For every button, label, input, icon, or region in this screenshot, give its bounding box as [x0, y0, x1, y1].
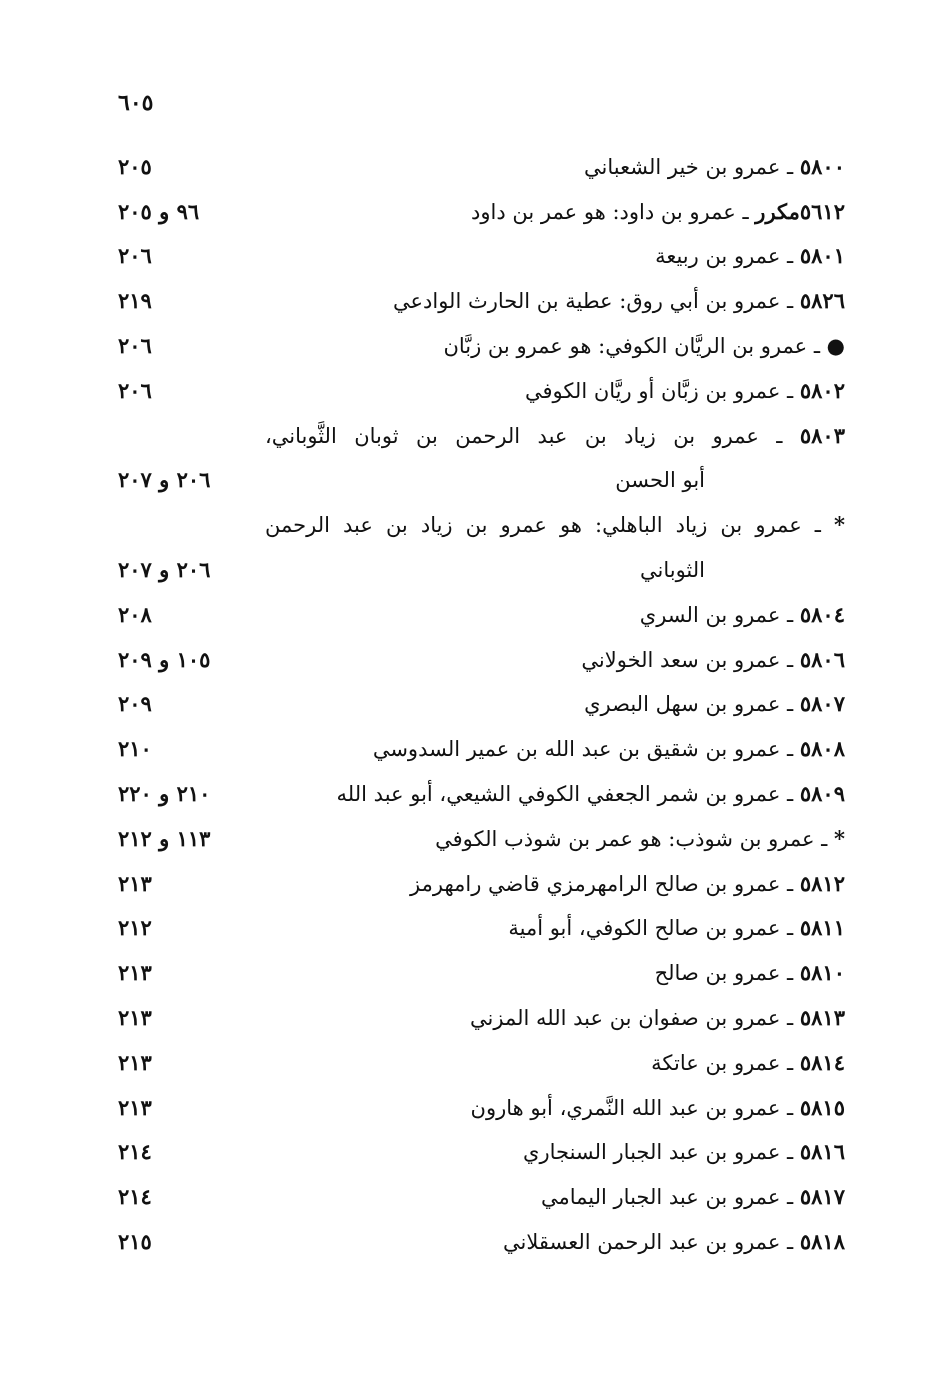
- index-entry: [0, 640, 933, 680]
- index-entry: [0, 1222, 933, 1262]
- entry-marker: *: [834, 826, 845, 851]
- entry-text: [471, 192, 845, 232]
- entry-marker: ٥٨١٥: [799, 1095, 845, 1120]
- entry-name: ـ عمرو بن شمر الجعفي الكوفي الشيعي، أبو عبد الله: [336, 782, 794, 806]
- entry-marker: ٥٨٢٦: [799, 288, 845, 313]
- index-entry: [0, 236, 933, 276]
- entry-text: [508, 908, 845, 948]
- entry-text: [470, 998, 845, 1038]
- entry-name: ـ عمرو بن شقيق بن عبد الله بن عمير السدوسي: [372, 737, 794, 761]
- entry-name: أبو الحسن: [615, 468, 705, 492]
- entry-pages: ٢١٤: [118, 1184, 152, 1209]
- index-entry: [0, 192, 933, 232]
- index-entry: [0, 371, 933, 411]
- index-entry: [0, 819, 933, 859]
- entry-pages: ٢٠٦: [118, 243, 152, 268]
- entry-text: [640, 595, 845, 635]
- entry-text: [640, 550, 705, 590]
- index-entry: [0, 953, 933, 993]
- entry-pages: ٢٠٨: [118, 602, 152, 627]
- entry-pages: ٩٦ و ٢٠٥: [118, 199, 200, 224]
- entry-marker: ٥٨٠٨: [799, 736, 845, 761]
- entry-text: [615, 460, 705, 500]
- index-entry: [0, 774, 933, 814]
- index-entry-continuation: [0, 550, 933, 590]
- index-entry: [0, 1132, 933, 1172]
- index-entry: [0, 147, 933, 187]
- entry-name: ـ عمرو بن عبد الرحمن العسقلاني: [503, 1230, 794, 1254]
- index-entry: [0, 908, 933, 948]
- entry-name: ـ عمرو بن شوذب: هو عمر بن شوذب الكوفي: [435, 827, 828, 851]
- entry-pages: ٢٠٩: [118, 691, 152, 716]
- entry-text: [584, 147, 845, 187]
- entry-pages: ١٠٥ و ٢٠٩: [118, 647, 211, 672]
- entry-pages: ٢٠٦ و ٢٠٧: [118, 467, 211, 492]
- entry-pages: ٢١٠: [118, 736, 152, 761]
- entry-name: ـ عمرو بن صالح الكوفي، أبو أمية: [508, 916, 794, 940]
- entry-pages: ٢٠٥: [118, 154, 152, 179]
- entry-pages: ١١٣ و ٢١٢: [118, 826, 211, 851]
- entry-marker: ٥٨٠٦: [799, 647, 845, 672]
- entry-name: ـ عمرو بن صالح الرامهرمزي قاضي رامهرمز: [410, 872, 794, 896]
- entry-name: ـ عمرو بن صالح: [654, 961, 794, 985]
- entry-pages: ٢١٣: [118, 1095, 152, 1120]
- entry-text: [337, 774, 845, 814]
- entry-name: ـ عمرو بن عبد الجبار السنجاري: [523, 1140, 794, 1164]
- entry-name: ـ عمرو بن داود: هو عمر بن داود: [471, 200, 749, 224]
- entry-marker: ٥٨١١: [799, 915, 845, 940]
- entry-marker: ٥٨٠٢: [799, 378, 845, 403]
- index-entry: [0, 684, 933, 724]
- entry-text: [393, 281, 845, 321]
- entry-marker: ٥٨١٨: [799, 1229, 845, 1254]
- entry-name: ـ عمرو بن سعد الخولاني: [581, 648, 794, 672]
- index-entry: [0, 729, 933, 769]
- entry-marker: ٥٨٠١: [799, 243, 845, 268]
- entry-text: [435, 819, 845, 859]
- entry-marker: *: [834, 512, 845, 537]
- entry-marker: ٥٨١٢: [799, 871, 845, 896]
- entry-marker: ٥٦١٢مكرر: [755, 199, 845, 224]
- entry-text: [581, 640, 845, 680]
- index-entry: [0, 505, 933, 545]
- entry-text: [523, 1132, 845, 1172]
- entry-text: [471, 1088, 845, 1128]
- entry-name: ـ عمرو بن ربيعة: [655, 244, 794, 268]
- entry-text: [265, 416, 845, 456]
- entry-name: ـ عمرو بن عبد الله النَّمري، أبو هارون: [470, 1096, 794, 1120]
- entry-marker: ٥٨١٣: [799, 1005, 845, 1030]
- entry-pages: ٢١٢: [118, 915, 152, 940]
- entry-pages: ٢١٣: [118, 871, 152, 896]
- entry-name: ـ عمرو بن عبد الجبار اليمامي: [541, 1185, 794, 1209]
- entry-name: ـ عمرو بن زياد بن عبد الرحمن بن ثوبان الثَّوباني،: [265, 424, 783, 448]
- entry-name: الثوباني: [639, 558, 705, 582]
- entry-text: [525, 371, 845, 411]
- entry-pages: ٢١٣: [118, 1050, 152, 1075]
- index-entry: [0, 1043, 933, 1083]
- entry-name: ـ عمرو بن زبَّان أو ريَّان الكوفي: [524, 379, 794, 403]
- entry-pages: ٢٠٦: [118, 378, 152, 403]
- entry-text: [373, 729, 845, 769]
- entry-marker: ٥٨١٦: [799, 1139, 845, 1164]
- index-entry: [0, 998, 933, 1038]
- entry-name: ـ عمرو بن زياد الباهلي: هو عمرو بن زياد بن عبد الرحمن: [265, 513, 821, 537]
- index-entry: [0, 1177, 933, 1217]
- entry-marker: ٥٨٠٩: [799, 781, 845, 806]
- index-entry: [0, 1088, 933, 1128]
- entry-name: ـ عمرو بن صفوان بن عبد الله المزني: [470, 1006, 794, 1030]
- entry-pages: ٢١٠ و ٢٢٠: [118, 781, 211, 806]
- entry-marker: ●: [826, 333, 845, 358]
- entry-text: [651, 1043, 845, 1083]
- entry-name: ـ عمرو بن سهل البصري: [584, 692, 794, 716]
- entry-pages: ٢١٤: [118, 1139, 152, 1164]
- entry-marker: ٥٨٠٤: [799, 602, 845, 627]
- index-entry: [0, 864, 933, 904]
- entry-name: ـ عمرو بن الريَّان الكوفي: هو عمرو بن زبَّان: [443, 334, 820, 358]
- index-entry: [0, 281, 933, 321]
- entry-marker: ٥٨٠٠: [799, 154, 845, 179]
- entry-text: [541, 1177, 845, 1217]
- entry-marker: ٥٨١٧: [799, 1184, 845, 1209]
- entry-marker: ٥٨١٠: [799, 960, 845, 985]
- entry-text: [443, 326, 845, 366]
- entry-text: [265, 505, 845, 545]
- entry-name: ـ عمرو بن السري: [639, 603, 794, 627]
- entry-name: ـ عمرو بن أبي روق: عطية بن الحارث الوادعي: [392, 289, 794, 313]
- entry-marker: ٥٨١٤: [799, 1050, 845, 1075]
- index-entry: [0, 326, 933, 366]
- entry-pages: ٢١٥: [118, 1229, 152, 1254]
- entry-pages: ٢١٩: [118, 288, 152, 313]
- entry-text: [655, 236, 845, 276]
- entry-text: [655, 953, 845, 993]
- entry-name: ـ عمرو بن خير الشعباني: [584, 155, 794, 179]
- entry-name: ـ عمرو بن عاتكة: [651, 1051, 794, 1075]
- index-entry: [0, 416, 933, 456]
- entry-marker: ٥٨٠٧: [799, 691, 845, 716]
- entry-pages: ٢٠٦: [118, 333, 152, 358]
- entry-pages: ٢٠٦ و ٢٠٧: [118, 557, 211, 582]
- entry-text: [410, 864, 845, 904]
- entry-text: [584, 684, 845, 724]
- entry-marker: ٥٨٠٣: [799, 423, 845, 448]
- page-number: ٦٠٥: [118, 90, 154, 116]
- entry-text: [503, 1222, 845, 1262]
- index-entry-continuation: [0, 460, 933, 500]
- entry-pages: ٢١٣: [118, 1005, 152, 1030]
- index-entry: [0, 595, 933, 635]
- entry-pages: ٢١٣: [118, 960, 152, 985]
